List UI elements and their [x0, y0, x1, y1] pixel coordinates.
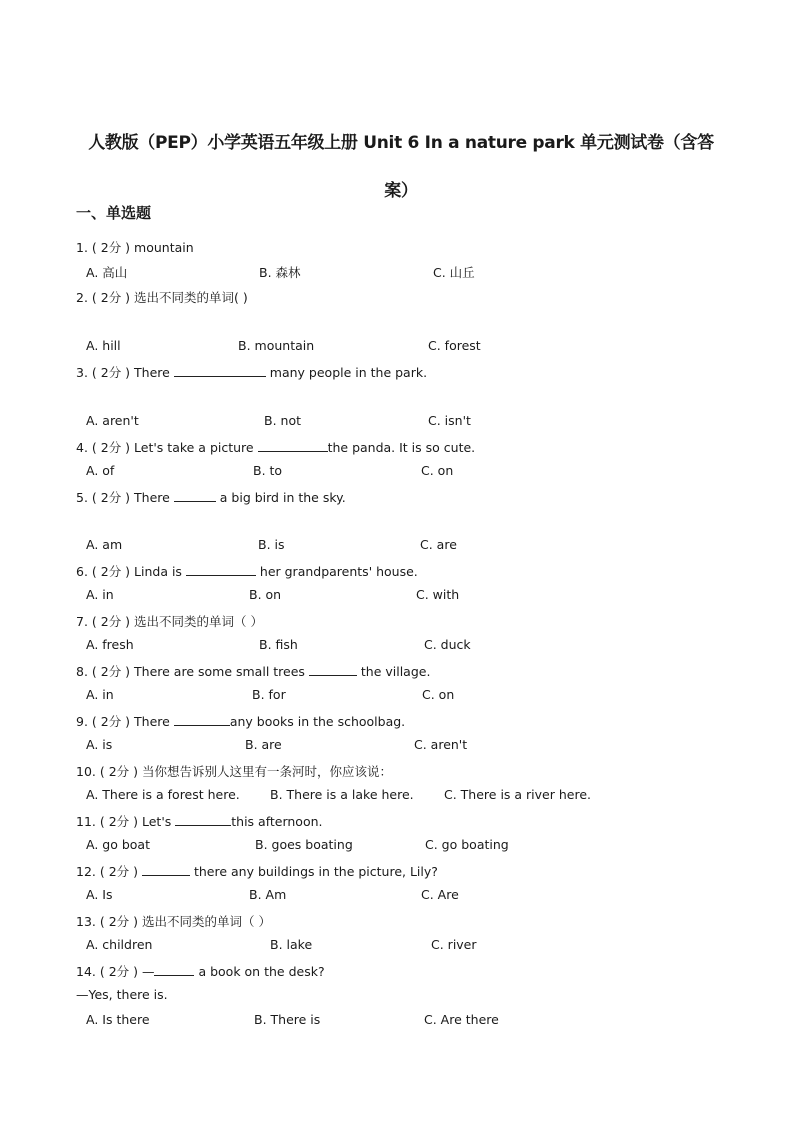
- question-number: 10. ( 2分 ): [76, 764, 142, 779]
- option-b[interactable]: B. goes boating: [255, 837, 353, 852]
- option-b[interactable]: B. mountain: [238, 338, 315, 353]
- question-number: 9. ( 2分 ): [76, 714, 135, 729]
- question-3: [76, 363, 427, 381]
- option-a[interactable]: A. Is there: [86, 1012, 150, 1027]
- question-text: a book on the desk?: [194, 964, 325, 979]
- option-c[interactable]: C. river: [431, 937, 477, 952]
- answer-blank[interactable]: [174, 490, 216, 502]
- question-number: 7. ( 2分 ): [76, 614, 135, 629]
- option-c[interactable]: C. isn't: [428, 413, 471, 428]
- option-a[interactable]: A. is: [86, 737, 113, 752]
- option-a[interactable]: A. am: [86, 537, 123, 552]
- option-c[interactable]: C. are: [420, 537, 457, 552]
- question-text: a big bird in the sky.: [215, 490, 346, 505]
- option-a[interactable]: A. 高山: [86, 265, 128, 280]
- answer-blank[interactable]: [174, 714, 230, 726]
- option-b[interactable]: B. 森林: [259, 265, 301, 280]
- answer-blank[interactable]: [258, 440, 328, 452]
- option-a[interactable]: A. Is: [86, 887, 113, 902]
- answer-blank[interactable]: [142, 864, 190, 876]
- section-heading: 一、单选题: [76, 204, 152, 222]
- question-text: many people in the park.: [265, 365, 428, 380]
- question-text: There: [134, 490, 174, 505]
- option-a[interactable]: A. in: [86, 687, 114, 702]
- question-5: [76, 488, 346, 506]
- question-number: 14. ( 2分 ): [76, 964, 142, 979]
- option-b[interactable]: B. not: [264, 413, 301, 428]
- question-11: [76, 812, 323, 830]
- question-13: [76, 912, 271, 930]
- question-1: [76, 238, 194, 256]
- question-2: [76, 288, 248, 306]
- question-text: the panda. It is so cute.: [327, 440, 476, 455]
- option-c[interactable]: C. go boating: [425, 837, 509, 852]
- question-6: [76, 562, 418, 580]
- option-b[interactable]: B. There is: [254, 1012, 321, 1027]
- question-text: this afternoon.: [231, 814, 323, 829]
- option-b[interactable]: B. There is a lake here.: [270, 787, 414, 802]
- option-a[interactable]: A. fresh: [86, 637, 134, 652]
- question-number: 2. ( 2分 ): [76, 290, 135, 305]
- answer-blank[interactable]: [175, 814, 231, 826]
- question-number: 12. ( 2分 ): [76, 864, 142, 879]
- question-14: [76, 962, 325, 980]
- option-b[interactable]: B. on: [249, 587, 282, 602]
- option-a[interactable]: A. children: [86, 937, 153, 952]
- answer-blank[interactable]: [174, 365, 266, 377]
- question-text: 当你想告诉别人这里有一条河时，你应该说：: [141, 764, 392, 779]
- option-c[interactable]: C. Are: [421, 887, 459, 902]
- answer-blank[interactable]: [154, 964, 194, 976]
- question-text: any books in the schoolbag.: [229, 714, 406, 729]
- option-a[interactable]: A. of: [86, 463, 115, 478]
- option-b[interactable]: B. are: [245, 737, 282, 752]
- option-b[interactable]: B. for: [252, 687, 286, 702]
- option-a[interactable]: A. go boat: [86, 837, 150, 852]
- option-c[interactable]: C. with: [416, 587, 460, 602]
- option-a[interactable]: A. There is a forest here.: [86, 787, 240, 802]
- question-text: 选出不同类的单词( ): [134, 290, 248, 305]
- question-8: [76, 662, 430, 680]
- question-number: 6. ( 2分 ): [76, 564, 135, 579]
- question-number: 1. ( 2分 ): [76, 240, 135, 255]
- option-b[interactable]: B. lake: [270, 937, 313, 952]
- question-number: 3. ( 2分 ): [76, 365, 135, 380]
- option-a[interactable]: A. in: [86, 587, 114, 602]
- question-9: [76, 712, 405, 730]
- question-text: —: [141, 964, 155, 979]
- option-c[interactable]: C. duck: [424, 637, 471, 652]
- question-text: mountain: [134, 240, 194, 255]
- question-text: 选出不同类的单词（ ）: [134, 614, 264, 629]
- question-7: [76, 612, 263, 630]
- question-text: there any buildings in the picture, Lily?: [189, 864, 438, 879]
- question-text: her grandparents' house.: [255, 564, 418, 579]
- option-c[interactable]: C. aren't: [414, 737, 468, 752]
- option-b[interactable]: B. to: [253, 463, 283, 478]
- page-title: 人教版（PEP）小学英语五年级上册 Unit 6 In a nature park 单元测试卷（含答案）: [88, 133, 714, 201]
- question-number: 13. ( 2分 ): [76, 914, 142, 929]
- option-c[interactable]: C. on: [422, 687, 455, 702]
- question-number: 11. ( 2分 ): [76, 814, 142, 829]
- question-text: Let's: [141, 814, 176, 829]
- question-12: [76, 862, 438, 880]
- option-c[interactable]: C. Are there: [424, 1012, 499, 1027]
- option-b[interactable]: B. fish: [259, 637, 298, 652]
- question-text: There: [134, 714, 174, 729]
- option-b[interactable]: B. is: [258, 537, 285, 552]
- option-c[interactable]: C. forest: [428, 338, 481, 353]
- question-text: There are some small trees: [134, 664, 309, 679]
- option-a[interactable]: A. aren't: [86, 413, 139, 428]
- question-text: There: [134, 365, 174, 380]
- option-c[interactable]: C. 山丘: [433, 265, 475, 280]
- question-text: Let's take a picture: [134, 440, 258, 455]
- option-b[interactable]: B. Am: [249, 887, 287, 902]
- question-4: [76, 438, 475, 456]
- answer-blank[interactable]: [309, 664, 357, 676]
- question-number: 5. ( 2分 ): [76, 490, 135, 505]
- question-number: 8. ( 2分 ): [76, 664, 135, 679]
- question-text: the village.: [356, 664, 431, 679]
- dialogue-answer-line: —Yes, there is.: [76, 987, 168, 1002]
- option-a[interactable]: A. hill: [86, 338, 121, 353]
- question-text: Linda is: [134, 564, 186, 579]
- question-number: 4. ( 2分 ): [76, 440, 135, 455]
- option-c[interactable]: C. There is a river here.: [444, 787, 591, 802]
- answer-blank[interactable]: [186, 564, 256, 576]
- question-text: 选出不同类的单词（ ）: [141, 914, 271, 929]
- option-c[interactable]: C. on: [421, 463, 454, 478]
- question-10: [76, 762, 392, 780]
